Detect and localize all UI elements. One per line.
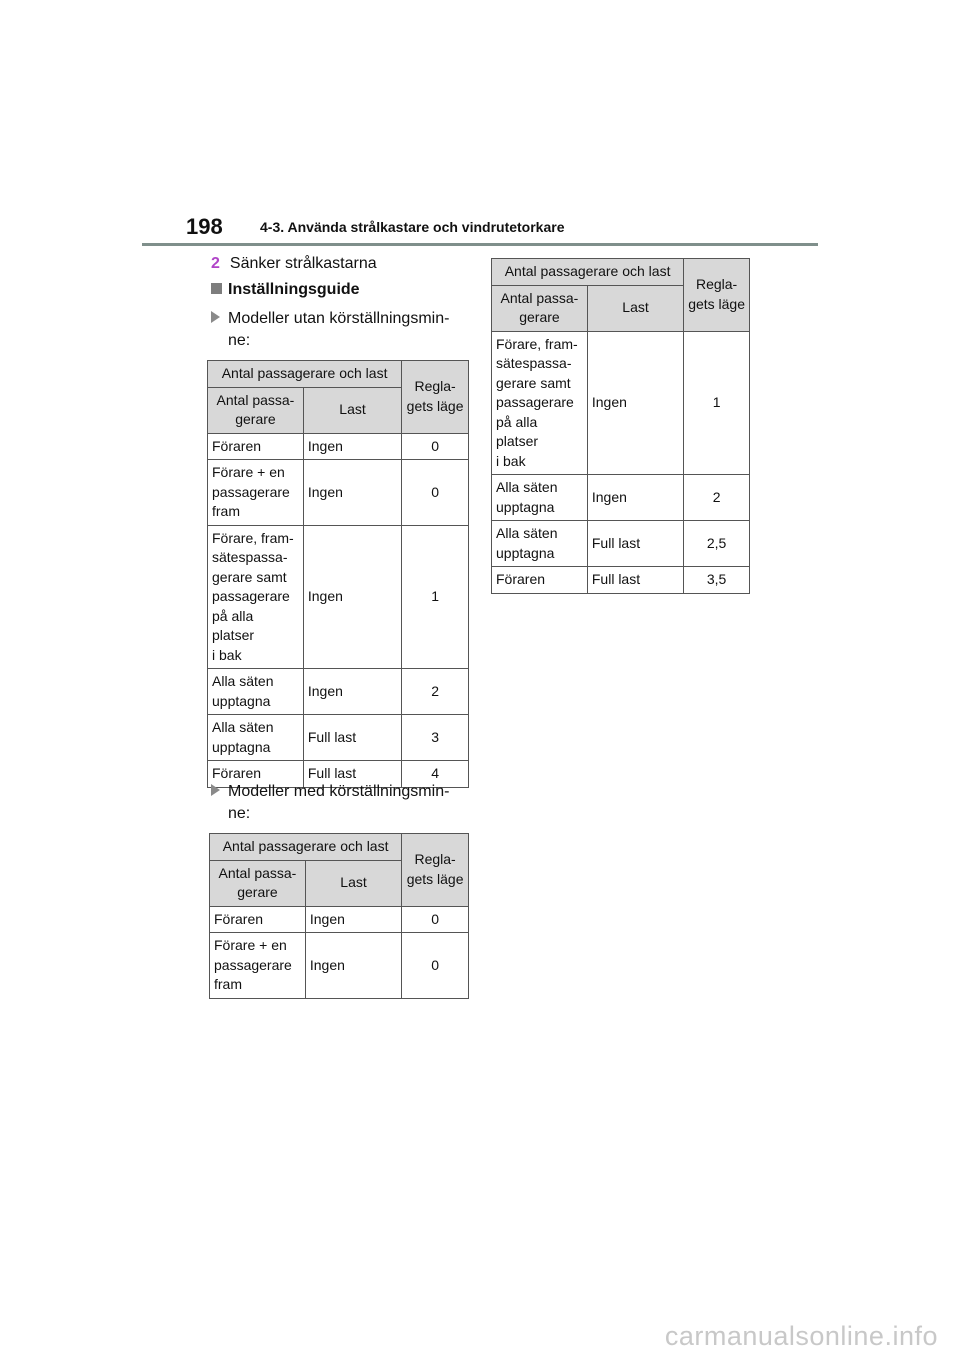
table-row xyxy=(492,521,750,567)
table-header-row xyxy=(210,834,469,861)
cell-passengers-line: Alla säten xyxy=(496,479,558,495)
cell-passengers-line: på alla platser xyxy=(212,607,255,643)
cell-passengers-line: fram xyxy=(214,976,242,992)
cell-passengers-line: Förare, fram- xyxy=(212,529,294,546)
cell-load: Ingen xyxy=(587,331,683,475)
header-rule xyxy=(142,243,818,246)
cell-passengers-line: passagerare xyxy=(214,956,292,973)
cell-load: Full last xyxy=(303,715,401,761)
page-number: 198 xyxy=(186,214,223,239)
step-line xyxy=(211,255,377,273)
cell-position: 2,5 xyxy=(684,521,750,567)
cell-position: 2 xyxy=(402,669,469,715)
bullet-text-line1: Modeller utan körställningsmin- xyxy=(228,310,450,327)
header-passengers-line2: gerare xyxy=(237,884,278,900)
table-row xyxy=(492,475,750,521)
cell-passengers-line: på alla platser xyxy=(496,413,539,449)
cell-load: Full last xyxy=(303,761,401,788)
header-passengers-line2: gerare xyxy=(519,309,560,325)
cell-position: 1 xyxy=(402,525,469,669)
cell-position: 0 xyxy=(402,460,469,526)
cell-passengers-line: Förare + en xyxy=(214,937,287,953)
cell-passengers-line: Förare, fram- xyxy=(496,335,578,352)
table-row xyxy=(210,906,469,933)
cell-passengers-line: sätespassa- xyxy=(496,355,572,371)
header-position-line1: Regla- xyxy=(695,276,738,293)
table-row xyxy=(210,933,469,999)
cell-passengers xyxy=(208,460,304,526)
guide-heading-text: Inställningsguide xyxy=(228,281,360,298)
table-row xyxy=(208,525,469,669)
step-number: 2 xyxy=(211,255,220,272)
cell-passengers xyxy=(492,331,588,475)
header-passengers xyxy=(210,860,306,906)
table-no-switch xyxy=(207,360,469,788)
cell-position: 2 xyxy=(684,475,750,521)
cell-passengers-line: passagerare xyxy=(496,394,574,410)
cell-position: 3,5 xyxy=(684,567,750,594)
cell-passengers-line: upptagna xyxy=(212,738,271,755)
bullet-text-line2: ne: xyxy=(228,332,251,349)
table-with-switch-part1 xyxy=(209,833,469,999)
cell-load: Full last xyxy=(587,567,683,594)
table-row xyxy=(492,331,750,475)
header-position xyxy=(402,834,469,907)
table-row xyxy=(208,433,469,460)
cell-passengers-line: gerare samt xyxy=(212,568,287,585)
triangle-bullet-icon xyxy=(211,784,220,796)
cell-passengers-line: Föraren xyxy=(212,437,262,454)
header-group: Antal passagerare och last xyxy=(210,834,402,861)
header-passengers-line1: Antal passa- xyxy=(218,864,297,881)
header-passengers-line2: gerare xyxy=(235,411,276,427)
cell-passengers-line: sätespassa- xyxy=(212,549,288,565)
header-passengers-line1: Antal passa- xyxy=(500,289,579,306)
bullet-no-switch xyxy=(211,308,449,352)
cell-load: Ingen xyxy=(303,669,401,715)
triangle-bullet-icon xyxy=(211,311,220,323)
table-row xyxy=(208,460,469,526)
cell-passengers-line: fram xyxy=(212,503,240,519)
header-position-line1: Regla- xyxy=(414,378,456,395)
cell-passengers-line: i bak xyxy=(496,452,526,469)
cell-load: Full last xyxy=(587,521,683,567)
header-position-line2: gets läge xyxy=(406,397,464,414)
section-title: 4-3. Använda strålkastare och vindrutetorkare xyxy=(260,219,565,235)
table-with-switch-part2 xyxy=(491,258,750,594)
header-load: Last xyxy=(303,387,401,433)
cell-passengers xyxy=(208,715,304,761)
step-text: Sänker strålkastarna xyxy=(229,255,377,272)
cell-passengers-line: Förare + en xyxy=(212,464,285,480)
cell-passengers-line: passagerare xyxy=(212,588,290,604)
header-position xyxy=(402,361,469,434)
cell-load: Ingen xyxy=(303,525,401,669)
cell-passengers xyxy=(210,933,306,999)
header-position-line2: gets läge xyxy=(688,295,746,312)
table-row xyxy=(492,567,750,594)
cell-passengers xyxy=(492,521,588,567)
table-header-row xyxy=(492,259,750,286)
header-passengers xyxy=(492,285,588,331)
cell-passengers-line: Föraren xyxy=(212,765,262,781)
cell-position: 0 xyxy=(402,933,469,999)
footer-watermark: carmanualsonline.info xyxy=(664,1321,938,1351)
cell-position: 3 xyxy=(402,715,469,761)
cell-passengers-line: passagerare xyxy=(212,483,290,500)
cell-passengers-line: Föraren xyxy=(214,910,264,927)
cell-position: 1 xyxy=(684,331,750,475)
cell-passengers-line: upptagna xyxy=(496,544,555,561)
cell-passengers-line: Alla säten xyxy=(212,719,274,735)
header-group: Antal passagerare och last xyxy=(492,259,684,286)
cell-load: Ingen xyxy=(305,933,401,999)
header-passengers xyxy=(208,387,304,433)
cell-position: 0 xyxy=(402,433,469,460)
cell-position: 0 xyxy=(402,906,469,933)
cell-passengers-line: Föraren xyxy=(496,571,546,587)
header-passengers-line1: Antal passa- xyxy=(216,391,295,408)
cell-passengers-line: Alla säten xyxy=(212,673,274,689)
header-group: Antal passagerare och last xyxy=(208,361,402,388)
square-bullet-icon xyxy=(211,283,222,294)
header-load: Last xyxy=(587,285,683,331)
table-row xyxy=(208,669,469,715)
cell-load: Ingen xyxy=(587,475,683,521)
table-row xyxy=(208,715,469,761)
bullet-text-line1: Modeller med körställningsmin- xyxy=(228,783,450,800)
cell-passengers xyxy=(208,433,304,460)
cell-passengers xyxy=(210,906,306,933)
cell-passengers-line: upptagna xyxy=(212,692,271,709)
table-header-row xyxy=(208,361,469,388)
cell-passengers xyxy=(208,525,304,669)
cell-passengers xyxy=(208,669,304,715)
header-position xyxy=(684,259,750,332)
cell-load: Ingen xyxy=(305,906,401,933)
cell-passengers-line: Alla säten xyxy=(496,525,558,541)
cell-position: 4 xyxy=(402,761,469,788)
cell-load: Ingen xyxy=(303,433,401,460)
cell-passengers-line: upptagna xyxy=(496,498,555,515)
cell-load: Ingen xyxy=(303,460,401,526)
cell-passengers xyxy=(492,475,588,521)
header-load: Last xyxy=(305,860,401,906)
cell-passengers-line: i bak xyxy=(212,646,242,663)
guide-heading xyxy=(211,281,360,299)
header-position-line1: Regla- xyxy=(414,851,456,868)
cell-passengers-line: gerare samt xyxy=(496,374,571,391)
bullet-text-line2: ne: xyxy=(228,805,251,822)
bullet-with-switch xyxy=(211,781,449,825)
header-position-line2: gets läge xyxy=(406,870,464,887)
cell-passengers xyxy=(492,567,588,594)
